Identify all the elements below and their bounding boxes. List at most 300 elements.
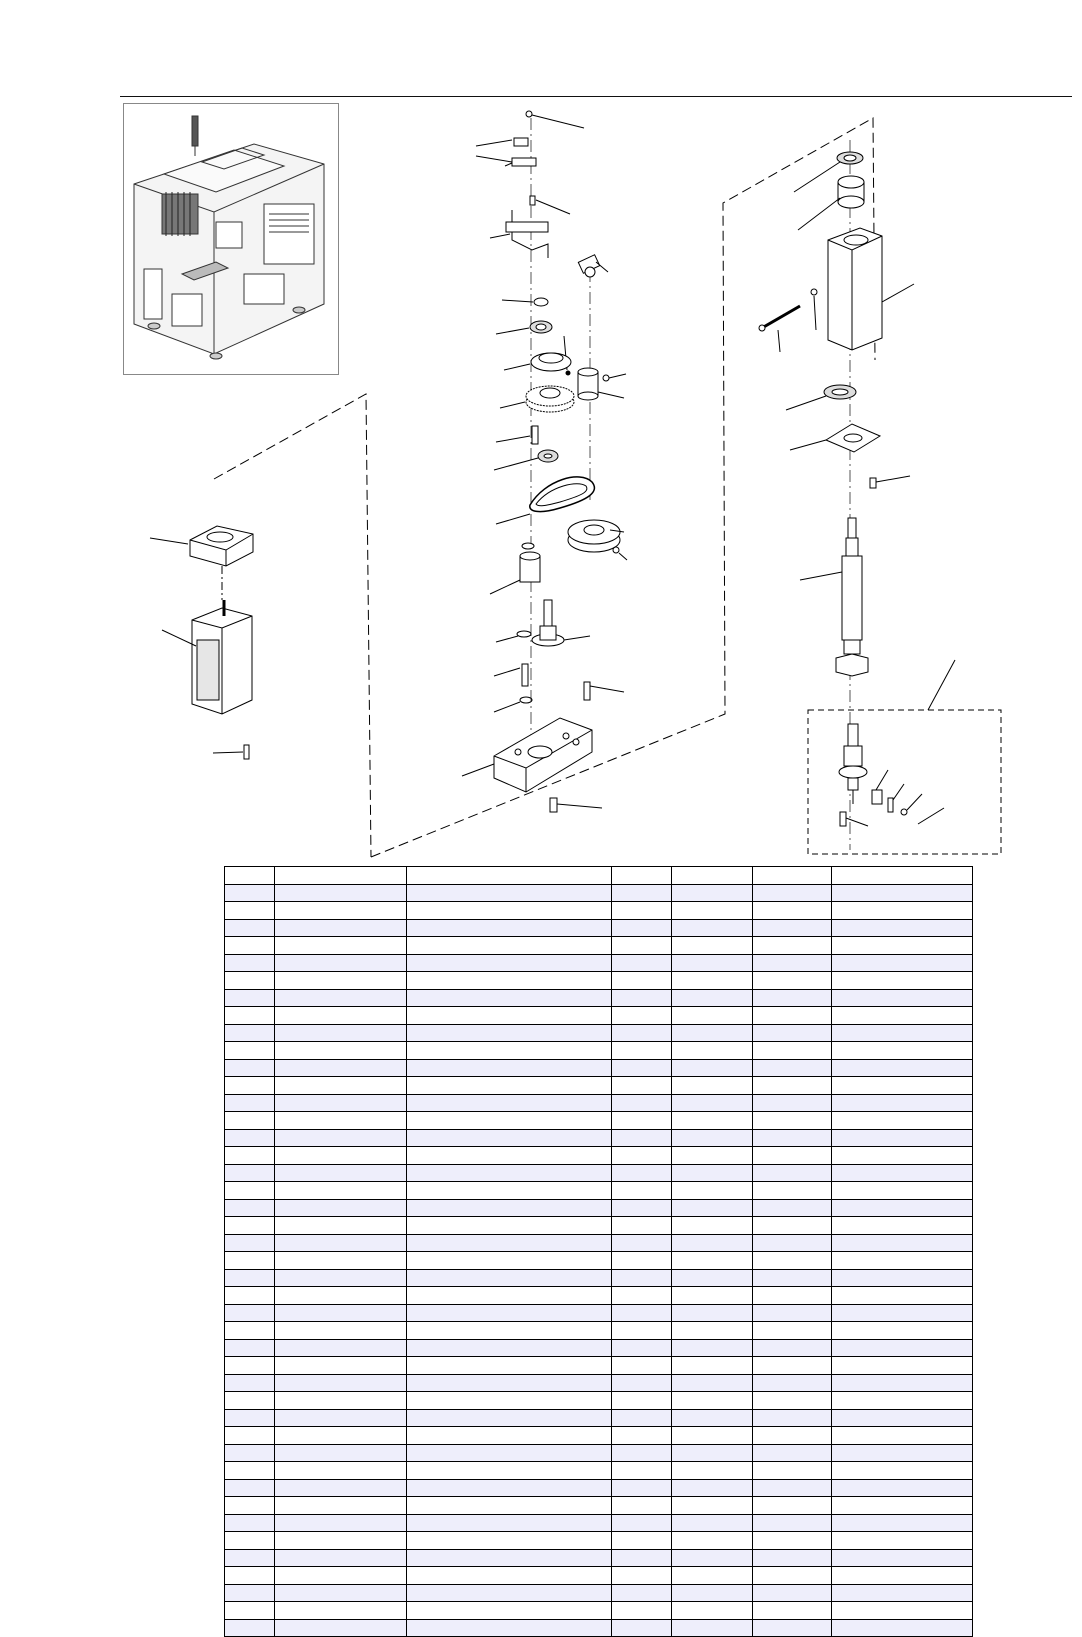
table-row	[225, 1077, 973, 1095]
table-cell	[612, 1479, 672, 1497]
table-cell	[275, 1094, 407, 1112]
table-cell	[672, 1584, 753, 1602]
table-cell	[753, 954, 832, 972]
table-cell	[275, 1199, 407, 1217]
table-header-cell	[753, 867, 832, 885]
table-cell	[225, 1217, 275, 1235]
table-row	[225, 1322, 973, 1340]
table-cell	[225, 919, 275, 937]
table-cell	[407, 1252, 612, 1270]
table-cell	[225, 1182, 275, 1200]
table-row	[225, 1252, 973, 1270]
table-cell	[612, 884, 672, 902]
table-cell	[407, 1374, 612, 1392]
table-cell	[407, 972, 612, 990]
table-cell	[407, 1112, 612, 1130]
table-cell	[612, 1462, 672, 1480]
table-cell	[832, 1042, 973, 1060]
table-cell	[225, 1234, 275, 1252]
table-cell	[407, 1409, 612, 1427]
table-cell	[612, 1602, 672, 1620]
table-row	[225, 1182, 973, 1200]
table-cell	[225, 1199, 275, 1217]
table-cell	[225, 1549, 275, 1567]
table-cell	[672, 1339, 753, 1357]
table-cell	[225, 902, 275, 920]
table-cell	[275, 1129, 407, 1147]
table-cell	[407, 1217, 612, 1235]
table-cell	[672, 1147, 753, 1165]
table-cell	[612, 1199, 672, 1217]
table-cell	[407, 1497, 612, 1515]
table-cell	[672, 1427, 753, 1445]
table-row	[225, 1567, 973, 1585]
table-header-cell	[672, 867, 753, 885]
table-cell	[753, 1567, 832, 1585]
detail-box-nozzle	[808, 710, 1001, 854]
table-cell	[407, 1024, 612, 1042]
table-cell	[672, 884, 753, 902]
table-row	[225, 1444, 973, 1462]
table-cell	[407, 1427, 612, 1445]
table-cell	[407, 1199, 612, 1217]
table-cell	[612, 1357, 672, 1375]
table-cell	[612, 1567, 672, 1585]
table-cell	[407, 1462, 612, 1480]
table-cell	[407, 1007, 612, 1025]
table-cell	[832, 1357, 973, 1375]
table-cell	[612, 1584, 672, 1602]
table-cell	[832, 1532, 973, 1550]
table-cell	[672, 1112, 753, 1130]
table-cell	[275, 1357, 407, 1375]
table-cell	[407, 1479, 612, 1497]
table-cell	[225, 1042, 275, 1060]
table-cell	[832, 954, 973, 972]
parts-list-table	[224, 866, 973, 1637]
table-cell	[832, 1129, 973, 1147]
table-row	[225, 1129, 973, 1147]
table-cell	[832, 1094, 973, 1112]
table-cell	[612, 1532, 672, 1550]
table-cell	[832, 1182, 973, 1200]
table-cell	[612, 1514, 672, 1532]
table-row	[225, 1584, 973, 1602]
table-cell	[672, 1269, 753, 1287]
table-cell	[753, 1532, 832, 1550]
table-cell	[225, 1164, 275, 1182]
table-cell	[672, 902, 753, 920]
table-cell	[612, 1112, 672, 1130]
table-cell	[753, 1619, 832, 1637]
table-cell	[612, 1339, 672, 1357]
table-cell	[612, 1549, 672, 1567]
table-cell	[275, 1182, 407, 1200]
table-cell	[225, 1287, 275, 1305]
table-cell	[832, 1322, 973, 1340]
table-cell	[225, 972, 275, 990]
table-cell	[407, 1042, 612, 1060]
table-cell	[753, 1024, 832, 1042]
table-cell	[612, 1182, 672, 1200]
table-row	[225, 1059, 973, 1077]
table-cell	[407, 1287, 612, 1305]
table-cell	[612, 1269, 672, 1287]
table-cell	[832, 1077, 973, 1095]
table-cell	[275, 989, 407, 1007]
table-cell	[612, 972, 672, 990]
table-cell	[612, 1392, 672, 1410]
table-cell	[832, 1514, 973, 1532]
table-cell	[672, 1444, 753, 1462]
table-cell	[753, 1077, 832, 1095]
table-row	[225, 1112, 973, 1130]
table-cell	[832, 884, 973, 902]
table-cell	[753, 1374, 832, 1392]
table-row	[225, 1042, 973, 1060]
table-cell	[672, 1619, 753, 1637]
table-cell	[832, 1584, 973, 1602]
table-cell	[753, 1409, 832, 1427]
table-cell	[225, 1462, 275, 1480]
table-cell	[275, 1567, 407, 1585]
table-cell	[832, 1217, 973, 1235]
table-cell	[225, 1322, 275, 1340]
table-cell	[672, 1392, 753, 1410]
table-cell	[753, 1444, 832, 1462]
table-cell	[225, 1357, 275, 1375]
table-row	[225, 1532, 973, 1550]
table-cell	[225, 1077, 275, 1095]
table-cell	[612, 1147, 672, 1165]
table-cell	[407, 1129, 612, 1147]
table-cell	[407, 1602, 612, 1620]
table-cell	[275, 1444, 407, 1462]
table-cell	[612, 1374, 672, 1392]
table-cell	[225, 1252, 275, 1270]
table-row	[225, 1497, 973, 1515]
table-cell	[275, 1322, 407, 1340]
table-cell	[407, 1164, 612, 1182]
table-cell	[753, 972, 832, 990]
table-cell	[225, 1129, 275, 1147]
table-row	[225, 1357, 973, 1375]
table-cell	[407, 1077, 612, 1095]
table-cell	[275, 1549, 407, 1567]
table-cell	[275, 884, 407, 902]
table-cell	[407, 1514, 612, 1532]
table-cell	[832, 1392, 973, 1410]
table-cell	[753, 1199, 832, 1217]
table-cell	[672, 1479, 753, 1497]
table-cell	[225, 1269, 275, 1287]
table-cell	[225, 954, 275, 972]
table-row	[225, 937, 973, 955]
table-cell	[672, 1549, 753, 1567]
table-cell	[753, 1549, 832, 1567]
table-cell	[612, 1304, 672, 1322]
table-cell	[753, 1497, 832, 1515]
motor-bracket-drawing	[190, 526, 253, 566]
table-cell	[753, 1304, 832, 1322]
table-cell	[832, 1444, 973, 1462]
table-cell	[407, 1094, 612, 1112]
table-cell	[225, 989, 275, 1007]
table-row	[225, 1217, 973, 1235]
table-row	[225, 1164, 973, 1182]
table-cell	[612, 1007, 672, 1025]
table-cell	[612, 1077, 672, 1095]
table-cell	[225, 1147, 275, 1165]
table-cell	[275, 919, 407, 937]
table-row	[225, 1269, 973, 1287]
table-cell	[753, 1147, 832, 1165]
table-cell	[672, 1409, 753, 1427]
table-cell	[672, 1077, 753, 1095]
table-cell	[753, 1007, 832, 1025]
table-cell	[832, 1619, 973, 1637]
table-row	[225, 1234, 973, 1252]
table-row	[225, 1409, 973, 1427]
table-cell	[407, 1339, 612, 1357]
table-cell	[753, 1252, 832, 1270]
table-cell	[612, 1234, 672, 1252]
table-cell	[832, 1234, 973, 1252]
table-cell	[832, 902, 973, 920]
table-cell	[275, 1304, 407, 1322]
table-cell	[407, 1357, 612, 1375]
table-cell	[225, 1532, 275, 1550]
table-row	[225, 1094, 973, 1112]
table-cell	[225, 1514, 275, 1532]
servo-motor-drawing	[192, 600, 252, 714]
table-cell	[225, 1392, 275, 1410]
table-cell	[672, 954, 753, 972]
table-cell	[832, 1427, 973, 1445]
table-cell	[672, 989, 753, 1007]
table-cell	[225, 1024, 275, 1042]
table-cell	[832, 1252, 973, 1270]
table-cell	[672, 1234, 753, 1252]
table-cell	[407, 1567, 612, 1585]
table-cell	[672, 1024, 753, 1042]
table-row	[225, 1479, 973, 1497]
table-cell	[612, 1252, 672, 1270]
table-cell	[612, 1024, 672, 1042]
table-cell	[612, 1497, 672, 1515]
table-row	[225, 884, 973, 902]
table-cell	[753, 919, 832, 937]
table-cell	[612, 989, 672, 1007]
table-cell	[275, 1584, 407, 1602]
table-cell	[407, 1444, 612, 1462]
table-cell	[832, 1007, 973, 1025]
table-cell	[753, 1339, 832, 1357]
table-cell	[407, 1304, 612, 1322]
table-cell	[407, 989, 612, 1007]
table-cell	[753, 902, 832, 920]
table-cell	[407, 1147, 612, 1165]
table-cell	[753, 1357, 832, 1375]
table-row	[225, 1147, 973, 1165]
table-cell	[225, 884, 275, 902]
table-cell	[832, 1147, 973, 1165]
table-cell	[753, 1322, 832, 1340]
table-row	[225, 1007, 973, 1025]
table-cell	[275, 1619, 407, 1637]
table-cell	[612, 902, 672, 920]
table-cell	[275, 1007, 407, 1025]
table-cell	[612, 937, 672, 955]
table-cell	[753, 1129, 832, 1147]
table-cell	[275, 1112, 407, 1130]
table-cell	[832, 1024, 973, 1042]
table-row	[225, 1339, 973, 1357]
table-cell	[753, 1234, 832, 1252]
table-row	[225, 972, 973, 990]
table-cell	[225, 1427, 275, 1445]
table-cell	[753, 1602, 832, 1620]
table-row	[225, 1392, 973, 1410]
table-cell	[612, 1094, 672, 1112]
table-cell	[407, 1322, 612, 1340]
table-row	[225, 902, 973, 920]
table-row	[225, 1024, 973, 1042]
motor-bolt-drawing	[213, 745, 249, 759]
table-cell	[753, 937, 832, 955]
table-cell	[832, 1112, 973, 1130]
table-cell	[275, 1042, 407, 1060]
table-cell	[225, 1444, 275, 1462]
table-cell	[753, 1182, 832, 1200]
table-cell	[225, 1304, 275, 1322]
table-cell	[275, 1427, 407, 1445]
table-cell	[832, 1269, 973, 1287]
table-cell	[275, 1164, 407, 1182]
table-cell	[612, 1059, 672, 1077]
table-row	[225, 1514, 973, 1532]
table-header-cell	[275, 867, 407, 885]
table-cell	[275, 972, 407, 990]
table-cell	[275, 1059, 407, 1077]
table-cell	[672, 1042, 753, 1060]
table-cell	[275, 1269, 407, 1287]
table-cell	[275, 1287, 407, 1305]
table-cell	[832, 1497, 973, 1515]
table-cell	[275, 937, 407, 955]
table-cell	[275, 1147, 407, 1165]
table-cell	[672, 1252, 753, 1270]
table-cell	[275, 1392, 407, 1410]
table-cell	[225, 1112, 275, 1130]
table-cell	[612, 1322, 672, 1340]
table-cell	[672, 1007, 753, 1025]
table-cell	[612, 1042, 672, 1060]
table-cell	[672, 1567, 753, 1585]
table-row	[225, 989, 973, 1007]
table-cell	[672, 1059, 753, 1077]
table-cell	[832, 919, 973, 937]
table-cell	[225, 1567, 275, 1585]
table-cell	[407, 1234, 612, 1252]
table-cell	[225, 1374, 275, 1392]
table-header-cell	[407, 867, 612, 885]
table-cell	[753, 1479, 832, 1497]
table-cell	[753, 1059, 832, 1077]
table-cell	[275, 1217, 407, 1235]
table-cell	[672, 1182, 753, 1200]
table-cell	[672, 1462, 753, 1480]
table-cell	[225, 937, 275, 955]
table-cell	[672, 1199, 753, 1217]
table-cell	[672, 1514, 753, 1532]
table-cell	[225, 1497, 275, 1515]
table-cell	[275, 954, 407, 972]
table-cell	[832, 1304, 973, 1322]
table-cell	[275, 1497, 407, 1515]
table-cell	[275, 1532, 407, 1550]
table-cell	[832, 1409, 973, 1427]
table-cell	[612, 1129, 672, 1147]
table-cell	[612, 954, 672, 972]
table-cell	[753, 1287, 832, 1305]
table-cell	[753, 884, 832, 902]
table-cell	[612, 919, 672, 937]
table-cell	[753, 1584, 832, 1602]
table-header-row	[225, 867, 973, 885]
table-cell	[753, 1514, 832, 1532]
table-cell	[832, 1199, 973, 1217]
table-cell	[753, 1112, 832, 1130]
table-body	[225, 884, 973, 1637]
table-cell	[753, 1042, 832, 1060]
table-cell	[407, 902, 612, 920]
table-cell	[225, 1409, 275, 1427]
table-cell	[275, 1234, 407, 1252]
table-cell	[672, 1374, 753, 1392]
table-cell	[832, 1479, 973, 1497]
table-cell	[275, 1374, 407, 1392]
table-cell	[225, 1007, 275, 1025]
table-cell	[753, 1164, 832, 1182]
table-row	[225, 1602, 973, 1620]
table-cell	[225, 1584, 275, 1602]
table-cell	[672, 1287, 753, 1305]
table-cell	[753, 1094, 832, 1112]
table-cell	[407, 884, 612, 902]
table-row	[225, 1462, 973, 1480]
table-cell	[672, 972, 753, 990]
table-cell	[407, 937, 612, 955]
table-cell	[275, 1514, 407, 1532]
table-cell	[753, 1427, 832, 1445]
table-cell	[275, 1602, 407, 1620]
table-cell	[225, 1619, 275, 1637]
table-cell	[275, 1077, 407, 1095]
table-cell	[407, 1584, 612, 1602]
table-cell	[407, 1182, 612, 1200]
table-row	[225, 1549, 973, 1567]
table-cell	[832, 1462, 973, 1480]
table-cell	[672, 1217, 753, 1235]
table-cell	[612, 1409, 672, 1427]
table-cell	[753, 1392, 832, 1410]
table-cell	[612, 1619, 672, 1637]
table-cell	[407, 919, 612, 937]
table-cell	[275, 1339, 407, 1357]
table-cell	[407, 1619, 612, 1637]
table-row	[225, 1287, 973, 1305]
